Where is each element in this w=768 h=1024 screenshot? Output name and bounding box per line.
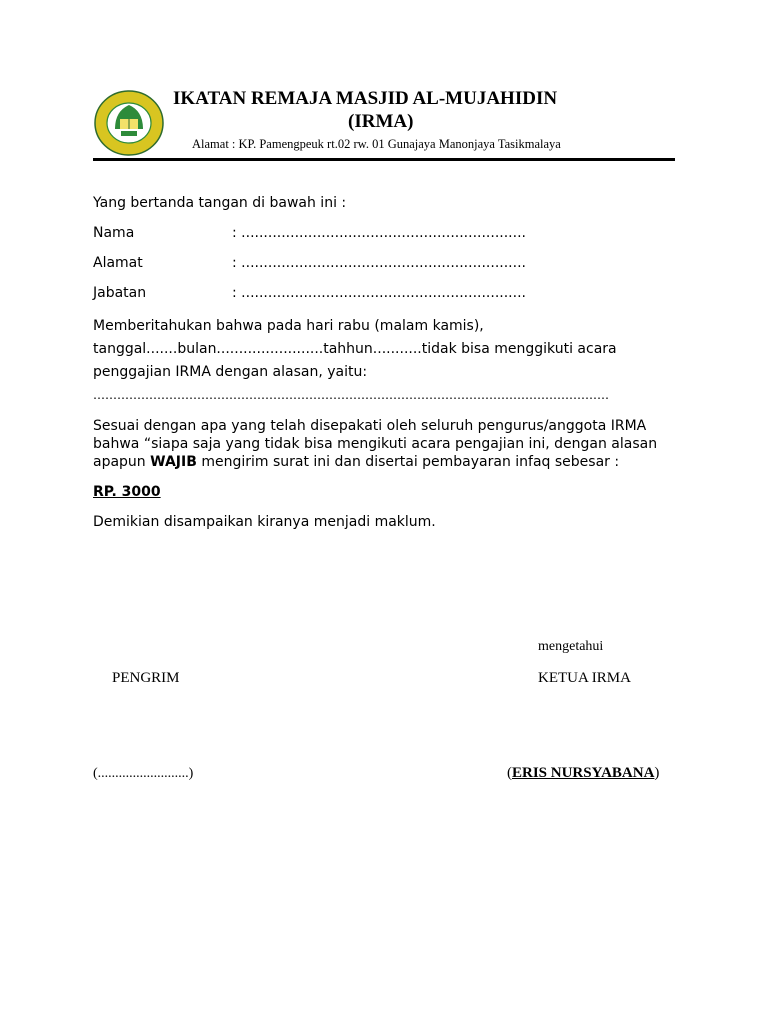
org-abbr: (IRMA)	[348, 111, 414, 132]
paragraph-line-1: Sesuai dengan apa yang telah disepakati oleh seluruh pengurus/anggota IRMA	[93, 418, 647, 434]
chair-paren-open: (	[507, 765, 512, 781]
paragraph-line-3-end: mengirim surat ini dan disertai pembayaran infaq sebesar :	[196, 454, 620, 470]
paragraph-line-3	[93, 454, 619, 470]
paragraph-line-3-start: apapun	[93, 454, 151, 470]
chair-paren-close: )	[654, 765, 660, 781]
chair-signature	[507, 765, 659, 782]
sender-signature-line: (..........................)	[93, 766, 194, 781]
chair-name: ERIS NURSYABANA	[512, 765, 655, 781]
chair-title: KETUA IRMA	[538, 670, 631, 686]
org-name: IKATAN REMAJA MASJID AL-MUJAHIDIN	[173, 88, 558, 109]
notice-line-3: penggajian IRMA dengan alasan, yaitu:	[93, 364, 368, 380]
infaq-amount: RP. 3000	[93, 484, 161, 500]
field-label-alamat: Alamat	[93, 255, 143, 271]
intro-text: Yang bertanda tangan di bawah ini :	[93, 195, 347, 211]
notice-line-2: tanggal.......bulan........................tahhun...........tidak bisa menggikuti acara	[93, 341, 617, 357]
notice-line-1: Memberitahukan bahwa pada hari rabu (malam kamis),	[93, 318, 484, 334]
sender-title: PENGRIM	[112, 670, 180, 686]
field-label-nama: Nama	[93, 225, 135, 241]
wajib-emphasis: WAJIB	[150, 454, 197, 470]
field-value-jabatan: : ................................................................	[232, 285, 526, 301]
org-address: Alamat : KP. Pamengpeuk rt.02 rw. 01 Gunajaya Manonjaya Tasikmalaya	[192, 137, 561, 151]
field-value-alamat: : ................................................................	[232, 255, 526, 271]
closing-text: Demikian disampaikan kiranya menjadi maklum.	[93, 514, 436, 530]
header-divider	[93, 158, 675, 161]
mengetahui-label: mengetahui	[538, 639, 604, 654]
reason-dotted-line: …………………………………………………………………………………………………………………	[93, 388, 609, 402]
field-label-jabatan: Jabatan	[93, 285, 147, 301]
paragraph-line-2: bahwa “siapa saja yang tidak bisa mengikuti acara pengajian ini, dengan alasan	[93, 436, 658, 452]
irma-logo	[93, 89, 165, 157]
field-value-nama: : ................................................................	[232, 225, 526, 241]
